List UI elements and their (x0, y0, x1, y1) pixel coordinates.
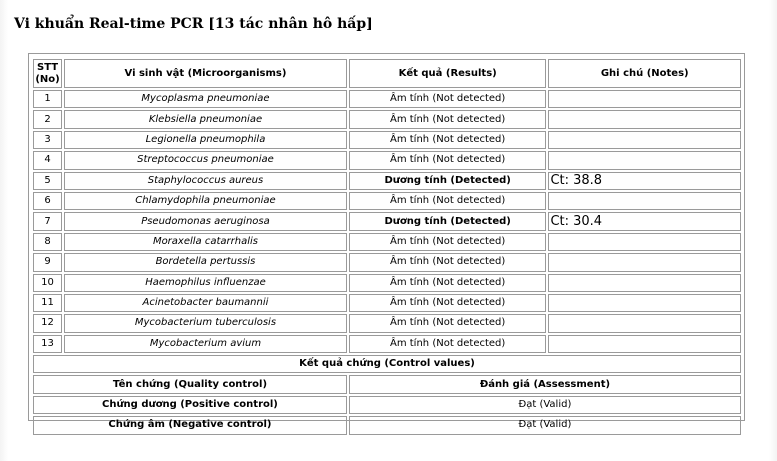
table-row (33, 233, 741, 251)
result-value: Dương tính (Detected) (349, 212, 547, 230)
note-value (548, 110, 741, 128)
row-number: 2 (33, 110, 62, 128)
note-value: Ct: 30.4 (548, 212, 741, 230)
result-value: Âm tính (Not detected) (349, 110, 547, 128)
table-row (33, 335, 741, 353)
header-microorganism: Vi sinh vật (Microorganisms) (64, 59, 347, 88)
organism-name: Haemophilus influenzae (64, 274, 347, 292)
organism-name: Mycobacterium tuberculosis (64, 314, 347, 332)
control-assessment: Đạt (Valid) (349, 396, 741, 414)
result-value: Âm tính (Not detected) (349, 90, 547, 108)
table-row (33, 110, 741, 128)
control-name: Chứng dương (Positive control) (33, 396, 347, 414)
row-number: 11 (33, 294, 62, 312)
control-section-title: Kết quả chứng (Control values) (33, 355, 741, 373)
row-number: 1 (33, 90, 62, 108)
results-table (31, 57, 743, 437)
control-name: Chứng âm (Negative control) (33, 416, 347, 434)
note-value (548, 151, 741, 169)
control-section (33, 355, 741, 435)
control-header-name: Tên chứng (Quality control) (33, 375, 347, 393)
row-number: 8 (33, 233, 62, 251)
organism-name: Streptococcus pneumoniae (64, 151, 347, 169)
organism-name: Acinetobacter baumannii (64, 294, 347, 312)
result-value: Âm tính (Not detected) (349, 233, 547, 251)
note-value (548, 90, 741, 108)
result-value: Âm tính (Not detected) (349, 151, 547, 169)
table-row (33, 192, 741, 210)
result-rows (33, 90, 741, 353)
result-value: Âm tính (Not detected) (349, 335, 547, 353)
note-value (548, 294, 741, 312)
control-section-row (33, 355, 741, 373)
result-value: Âm tính (Not detected) (349, 274, 547, 292)
header-row (33, 59, 741, 88)
row-number: 12 (33, 314, 62, 332)
note-value (548, 253, 741, 271)
control-header-assessment: Đánh giá (Assessment) (349, 375, 741, 393)
report-title: Vi khuẩn Real-time PCR [13 tác nhân hô hấp] (14, 16, 373, 32)
note-value (548, 233, 741, 251)
organism-name: Chlamydophila pneumoniae (64, 192, 347, 210)
row-number: 5 (33, 172, 62, 190)
organism-name: Bordetella pertussis (64, 253, 347, 271)
table-row (33, 151, 741, 169)
note-value (548, 314, 741, 332)
table-row (33, 314, 741, 332)
row-number: 7 (33, 212, 62, 230)
result-value: Âm tính (Not detected) (349, 294, 547, 312)
table-row (33, 131, 741, 149)
organism-name: Moraxella catarrhalis (64, 233, 347, 251)
control-row (33, 416, 741, 434)
organism-name: Staphylococcus aureus (64, 172, 347, 190)
control-row (33, 396, 741, 414)
result-value: Âm tính (Not detected) (349, 253, 547, 271)
organism-name: Pseudomonas aeruginosa (64, 212, 347, 230)
note-value (548, 335, 741, 353)
organism-name: Klebsiella pneumoniae (64, 110, 347, 128)
result-value: Dương tính (Detected) (349, 172, 547, 190)
row-number: 10 (33, 274, 62, 292)
table-row (33, 212, 741, 230)
header-stt: STT (No) (33, 59, 62, 88)
note-value (548, 192, 741, 210)
result-value: Âm tính (Not detected) (349, 192, 547, 210)
organism-name: Legionella pneumophila (64, 131, 347, 149)
note-value (548, 131, 741, 149)
table-row (33, 253, 741, 271)
organism-name: Mycoplasma pneumoniae (64, 90, 347, 108)
table-row (33, 294, 741, 312)
table-row (33, 172, 741, 190)
row-number: 3 (33, 131, 62, 149)
control-assessment: Đạt (Valid) (349, 416, 741, 434)
row-number: 6 (33, 192, 62, 210)
note-value: Ct: 38.8 (548, 172, 741, 190)
table-row (33, 274, 741, 292)
note-value (548, 274, 741, 292)
result-value: Âm tính (Not detected) (349, 314, 547, 332)
control-header-row (33, 375, 741, 393)
row-number: 13 (33, 335, 62, 353)
organism-name: Mycobacterium avium (64, 335, 347, 353)
row-number: 9 (33, 253, 62, 271)
row-number: 4 (33, 151, 62, 169)
table-row (33, 90, 741, 108)
header-result: Kết quả (Results) (349, 59, 547, 88)
result-value: Âm tính (Not detected) (349, 131, 547, 149)
header-notes: Ghi chú (Notes) (548, 59, 741, 88)
